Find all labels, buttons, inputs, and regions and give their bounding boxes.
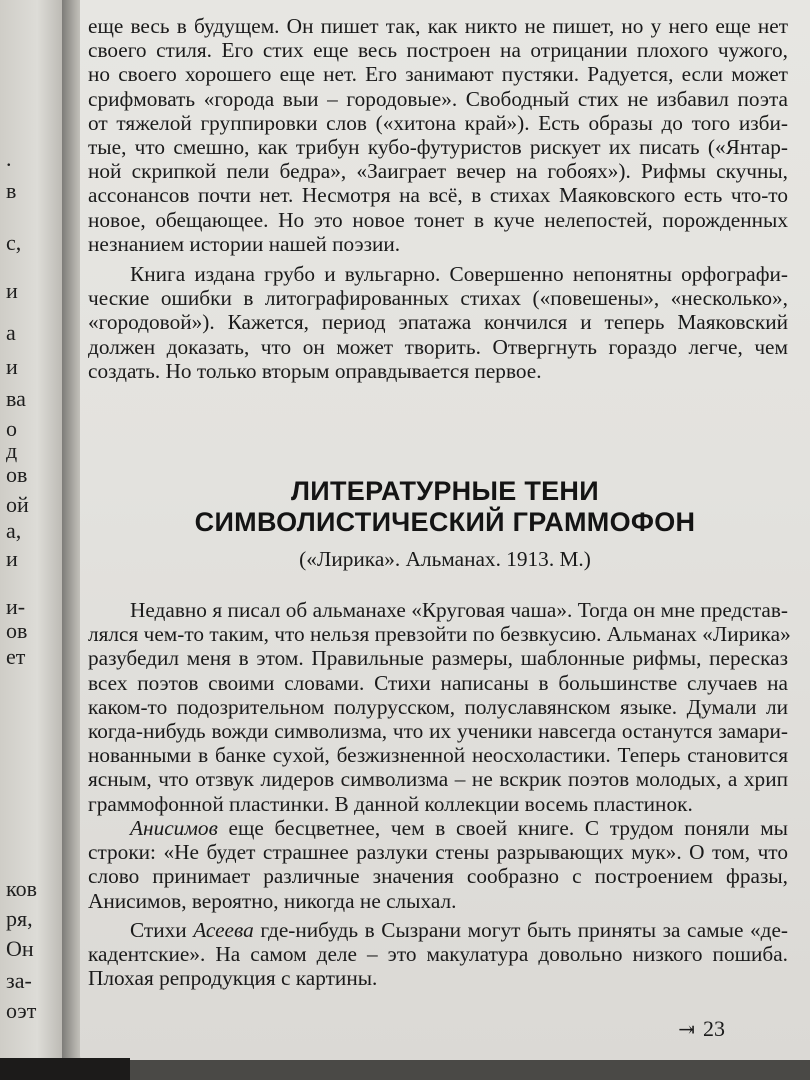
text-line: должен доказать, что он может творить. Отвергнуть гораздо легче, чем <box>88 334 788 359</box>
aseev-paragraph <box>88 918 788 991</box>
text-line: строки: «Не будет страшнее разлуки стены разрывающих мук». О том, что <box>88 840 788 865</box>
previous-page-fragment: ков <box>6 876 37 901</box>
previous-page-fragment: ов <box>6 462 28 487</box>
text-line <box>88 816 788 840</box>
previous-page-fragment: с, <box>6 230 22 255</box>
previous-page-fragment: а, <box>6 518 22 543</box>
previous-page-fragment: за- <box>6 968 32 993</box>
text-line: когда-нибудь вожди символизма, что их ученики навсегда останутся замари- <box>88 718 788 743</box>
page-number <box>678 1018 725 1040</box>
second-paragraph <box>88 262 788 383</box>
book-page <box>80 0 810 1060</box>
text-line: ассонансов почти нет. Несмотря на всё, в стихах Маяковского есть что-то <box>88 183 788 208</box>
page-number-value: 23 <box>703 1016 725 1041</box>
section-heading-line-1: ЛИТЕРАТУРНЫЕ ТЕНИ <box>291 476 599 506</box>
anisimov-paragraph <box>88 816 788 913</box>
previous-page-fragment: в <box>6 178 17 203</box>
text-line: Плохая репродукция с картины. <box>88 966 378 991</box>
page-ornament-icon: ⇥ <box>678 1019 695 1041</box>
text-line: граммофонной пластинки. В данной коллекции восемь пластинок. <box>88 791 693 816</box>
previous-page-fragment: ря, <box>6 906 33 931</box>
text-line: слово принимает различные значения сообразно с построением фразы, <box>88 864 788 889</box>
text-line: срифмовать «города выи – городовые». Свободный стих не избавил поэта <box>88 86 788 111</box>
author-name-aseev: Асеева <box>193 918 254 942</box>
previous-page-fragment: и- <box>6 594 26 619</box>
text-line: но своего хорошего еще нет. Его занимают пустяки. Радуется, если может <box>88 62 788 87</box>
text-line: Недавно я писал об альманахе «Круговая чаша». Тогда он мне представ- <box>130 598 788 622</box>
previous-page-fragment: ой <box>6 492 29 517</box>
previous-page-fragment: Он <box>6 936 34 961</box>
text-line: еще весь в будущем. Он пишет так, как никто не пишет, но у него еще нет <box>88 14 788 38</box>
previous-page-fragment: ет <box>6 644 26 669</box>
previous-page-fragment: . <box>6 146 12 171</box>
previous-page-fragment: д <box>6 438 18 463</box>
previous-page-fragment: и <box>6 546 18 571</box>
previous-page-fragment: а <box>6 320 16 345</box>
previous-page-fragment: о <box>6 416 17 441</box>
previous-page-fragment: ов <box>6 618 28 643</box>
text-fragment: где-нибудь в Сызрани могут быть приняты за самые «де- <box>253 918 788 942</box>
section-subtitle: («Лирика». Альманах. 1913. М.) <box>299 547 591 571</box>
text-line: ной скрипкой пели бедра», «Заиграет вечер на гобоях»). Рифмы скучны, <box>88 159 788 184</box>
text-line: незнанием истории нашей поэзии. <box>88 231 401 256</box>
previous-page-fragment: и <box>6 278 18 303</box>
text-line <box>88 918 788 942</box>
top-paragraph <box>88 14 788 256</box>
text-line: от тяжелой группировки слов («хитона край»). Есть образы до того изби- <box>88 110 788 135</box>
text-line: ясным, что отзвук лидеров символизма – не вскрик поэтов молодых, а хрип <box>88 767 788 792</box>
text-line: новое, обещающее. Но это новое тонет в куче нелепостей, порожденных <box>88 207 788 232</box>
dark-corner <box>0 1058 130 1080</box>
text-line: «городовой»). Кажется, период эпатажа кончился и теперь Маяковский <box>88 310 788 335</box>
text-line: Анисимов, вероятно, никогда не слыхал. <box>88 888 457 913</box>
text-line: каком-то подозрительном полурусском, полуславянском языке. Думали ли <box>88 694 788 719</box>
text-fragment: Стихи <box>130 918 194 942</box>
text-line: создать. Но только вторым оправдывается первое. <box>88 358 542 383</box>
previous-page-edge <box>0 0 62 1080</box>
lirika-paragraph <box>88 598 791 816</box>
text-line: ческие ошибки в литографированных стихах («повешены», «несколько», <box>88 286 788 311</box>
text-line: нованными в банке сухой, безжизненной неосхоластики. Теперь становится <box>88 743 788 768</box>
author-name-anisimov: Анисимов <box>130 816 218 840</box>
section-heading-line-2: СИМВОЛИСТИЧЕСКИЙ ГРАММОФОН <box>194 507 696 537</box>
previous-page-fragment: ва <box>6 386 26 411</box>
table-surface <box>80 1060 810 1080</box>
text-line: разубедил меня в этом. Правильные размеры, шаблонные рифмы, пересказ <box>88 646 788 671</box>
text-line: Книга издана грубо и вульгарно. Совершенно непонятны орфографи- <box>130 262 788 286</box>
text-line: кадентские». На самом деле – это макулатура довольно низкого пошиба. <box>88 942 788 967</box>
text-line: тые, что смешно, как трибун кубо-футуристов рискует их писать («Янтар- <box>88 134 788 159</box>
text-line: лялся чем-то таким, что нельзя превзойти по безвкусию. Альманах «Лирика» <box>88 622 791 647</box>
previous-page-fragment: оэт <box>6 998 37 1023</box>
text-line: всех поэтов своими словами. Стихи написаны в большинстве случаев на <box>88 670 788 695</box>
text-fragment: еще бесцветнее, чем в своей книге. С трудом поняли мы <box>217 816 788 840</box>
previous-page-fragment: и <box>6 354 18 379</box>
text-line: своего стиля. Его стих еще весь построен на отрицании плохого чужого, <box>88 38 788 63</box>
